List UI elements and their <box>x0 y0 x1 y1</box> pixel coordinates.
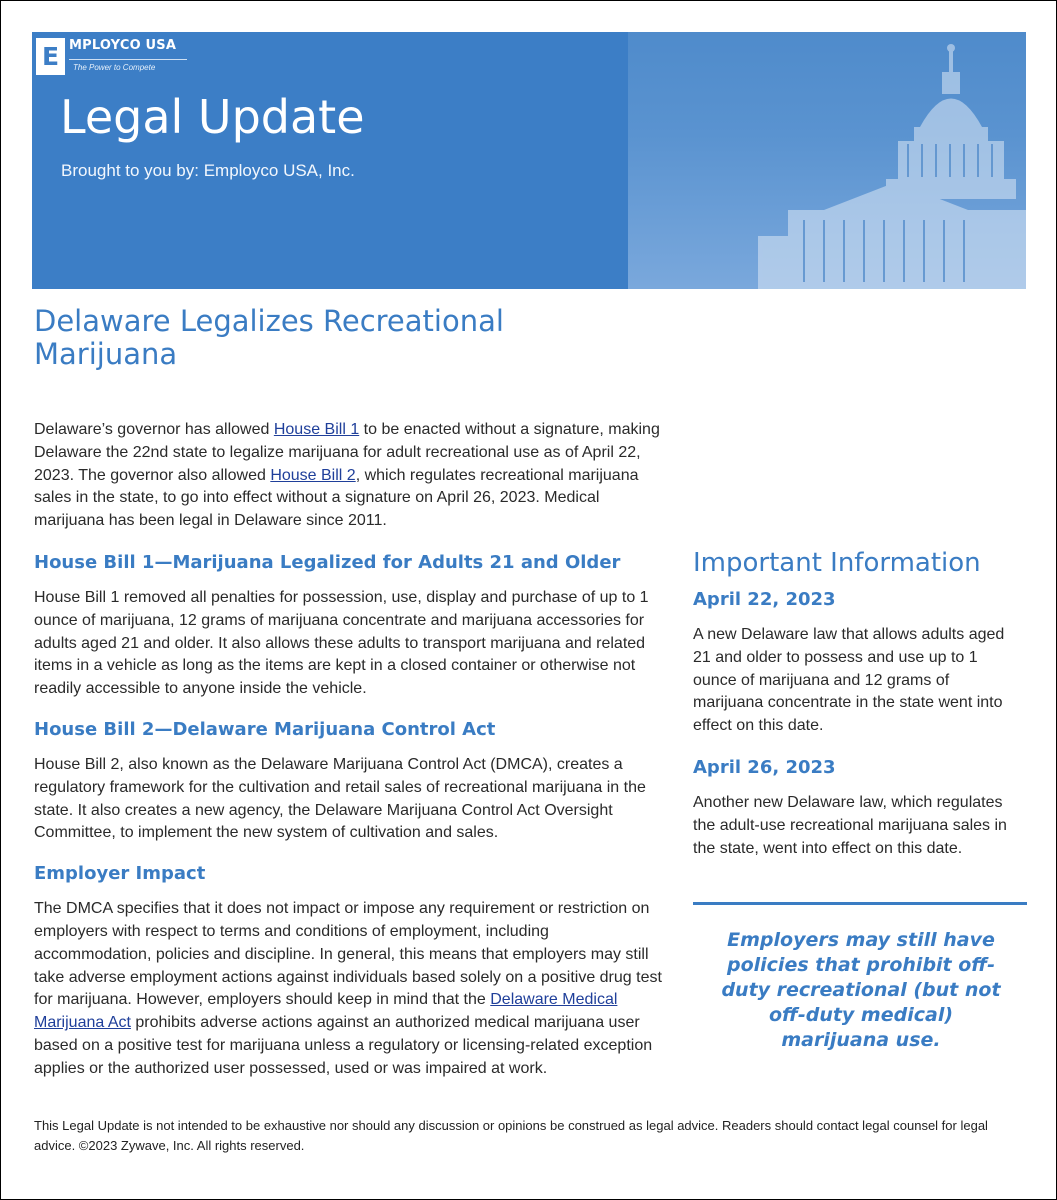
sidebar-text-2: Another new Delaware law, which regulates the adult-use recreational marijuana sales in the state, went into effect on this date. <box>693 793 1007 857</box>
logo-mark: E <box>36 38 65 75</box>
banner-title: Legal Update <box>60 90 365 144</box>
house-bill-2-link[interactable]: House Bill 2 <box>270 466 356 484</box>
capitol-building-image <box>628 32 1026 289</box>
employer-text-2: prohibits adverse actions against an authorized medical marijuana user based on a positive test for marijuana unless a regulatory or licensing-related exception applies or the authorized user possessed, used or was impaired at work. <box>34 1014 653 1077</box>
employer-impact-heading: Employer Impact <box>34 863 206 885</box>
sidebar-divider <box>693 902 1027 905</box>
intro-text-2: to be enacted without a signature, making Delaware the 22nd state to legalize marijuana for adult recreational use as of April 22, 2023. The governor also allowed <box>34 421 660 484</box>
sidebar-heading: Important Information <box>693 548 981 578</box>
hb2-heading: House Bill 2—Delaware Marijuana Control Act <box>34 718 496 740</box>
callout-quote: Employers may still have policies that prohibit off-duty recreational (but not off-duty medical) marijuana use. <box>721 929 1001 1051</box>
logo-tagline: The Power to Compete <box>73 63 156 72</box>
hb1-paragraph: House Bill 1 removed all penalties for possession, use, display and purchase of up to 1 ounce of marijuana, 12 grams of marijuana concentrate and marijuana accessories for adults aged 21 and older. It also allows these adults to transport marijuana and related items in a vehicle as long as the items are kept in a closed container or otherwise not readily accessible to anyone inside the vehicle. <box>34 588 649 698</box>
sidebar-date-2: April 26, 2023 <box>693 756 836 778</box>
hb2-paragraph: House Bill 2, also known as the Delaware Marijuana Control Act (DMCA), creates a regulatory framework for the cultivation and retail sales of recreational marijuana in the state. It also creates a new agency, the Delaware Marijuana Control Act Oversight Committee, to implement the new system of cultivation and sales. <box>34 755 646 842</box>
sidebar-date-1: April 22, 2023 <box>693 589 836 610</box>
employco-logo <box>36 38 188 75</box>
logo-wordmark: MPLOYCO USA <box>69 38 177 53</box>
intro-text-3: , which regulates recreational marijuana sales in the state, to go into effect without a signature on April 26, 2023. Medical marijuana has been legal in Delaware since 2011. <box>34 466 639 530</box>
legal-disclaimer: This Legal Update is not intended to be exhaustive nor should any discussion or opinions be construed as legal advice. Readers should contact legal counsel for legal advice. ©2023 Zywave, Inc. All rights reserved. <box>34 1118 988 1153</box>
article-main-column <box>34 305 669 1081</box>
employer-text-1: The DMCA specifies that it does not impact or impose any requirement or restriction on employers with respect to terms and conditions of employment, including accommodation, policies and discipline. In general, this means that employers may still take adverse employment actions against individuals based solely on a positive drug test for marijuana. However, employers should keep in mind that the <box>34 900 662 1009</box>
hb1-heading: House Bill 1—Marijuana Legalized for Adults 21 and Older <box>34 551 621 573</box>
logo-divider <box>69 59 187 60</box>
banner-subtitle: Brought to you by: Employco USA, Inc. <box>61 161 355 180</box>
medical-marijuana-act-link[interactable]: Delaware Medical Marijuana Act <box>34 991 618 1032</box>
header-banner <box>32 32 1026 289</box>
intro-paragraph <box>34 419 669 533</box>
article-title: Delaware Legalizes Recreational Marijuana <box>34 304 504 371</box>
important-info-sidebar <box>693 546 1027 860</box>
capitol-photo <box>628 32 1026 289</box>
house-bill-1-link[interactable]: House Bill 1 <box>273 421 360 438</box>
employer-impact-paragraph <box>34 898 669 1080</box>
intro-text-1: Delaware’s governor has allowed <box>34 421 274 438</box>
sidebar-text-1: A new Delaware law that allows adults aged 21 and older to possess and use up to 1 ounce of marijuana and 12 grams of marijuana concentrate in the state went into effect on this date. <box>693 626 1005 735</box>
